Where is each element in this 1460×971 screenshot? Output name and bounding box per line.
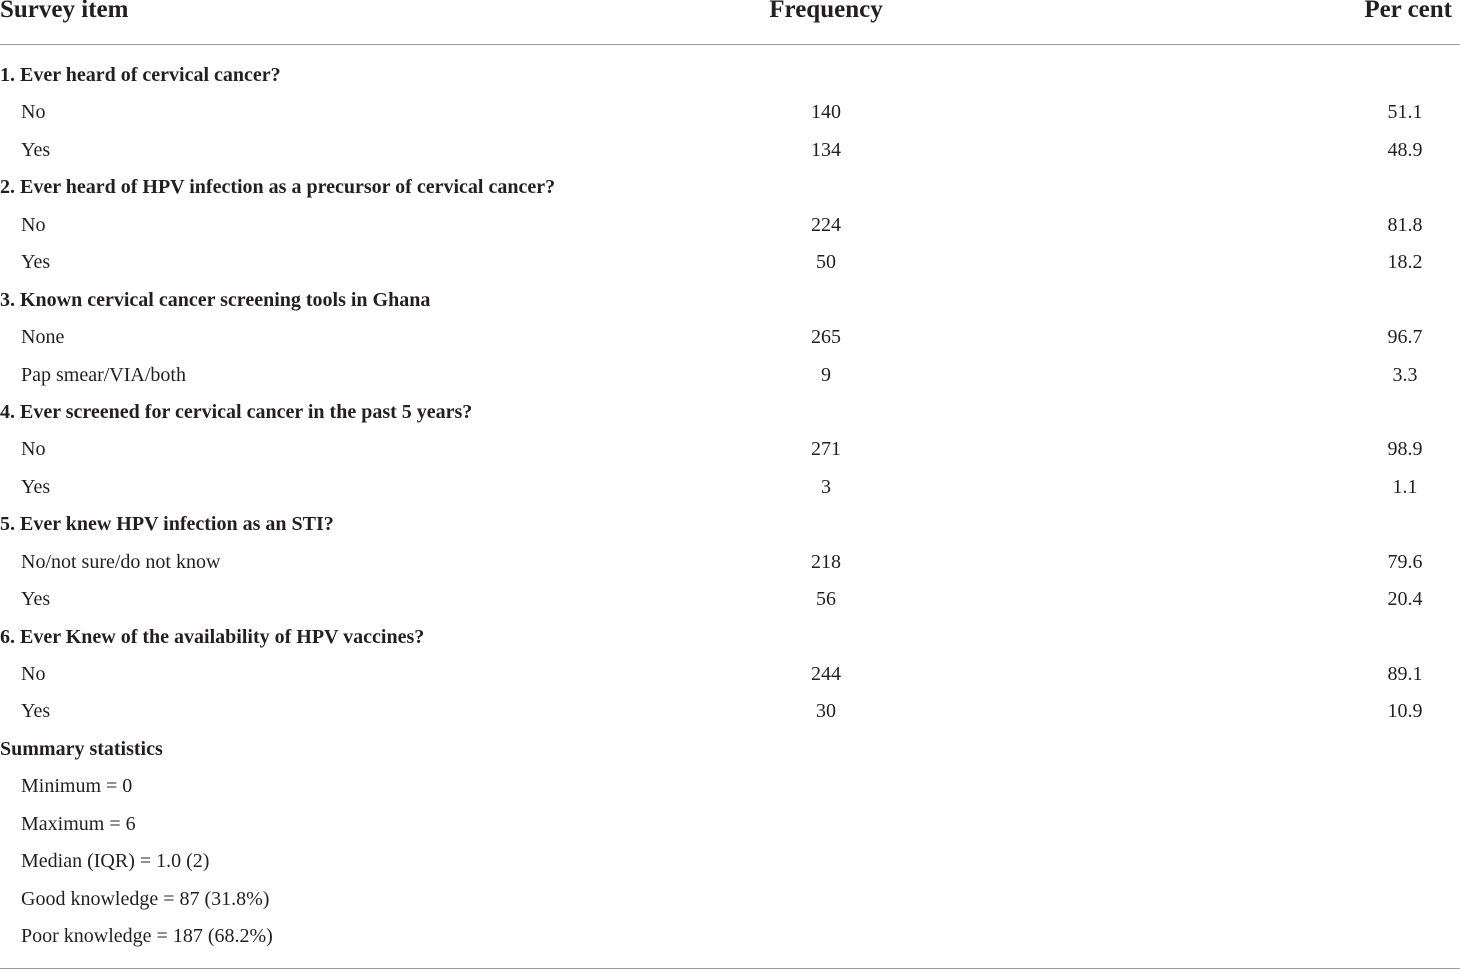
frequency-cell: 244 xyxy=(811,663,841,685)
header-frequency: Frequency xyxy=(769,0,883,23)
table-row xyxy=(0,431,1460,468)
percent-cell: 48.9 xyxy=(1387,138,1423,161)
frequency-cell: 9 xyxy=(821,363,831,386)
section-heading-row xyxy=(0,57,1460,94)
row-label: Yes xyxy=(21,700,51,723)
row-label: No xyxy=(21,101,46,124)
table-row xyxy=(0,843,1460,880)
frequency-cell: 224 xyxy=(811,213,841,236)
frequency-cell: 140 xyxy=(811,101,841,124)
section-heading-row xyxy=(0,619,1460,656)
section-heading: Summary statistics xyxy=(0,737,163,760)
row-label: Yes xyxy=(21,588,51,611)
row-label: Poor knowledge = 187 (68.2%) xyxy=(21,925,273,948)
percent-cell: 96.7 xyxy=(1387,326,1423,349)
percent-cell: 79.6 xyxy=(1387,550,1423,573)
header-survey-item: Survey item xyxy=(0,0,129,23)
row-label: Yes xyxy=(21,251,51,274)
table-row xyxy=(0,806,1460,843)
table-row xyxy=(0,544,1460,581)
table-row xyxy=(0,319,1460,356)
row-label: Yes xyxy=(21,475,51,498)
table-header xyxy=(0,0,1460,45)
table-row xyxy=(0,581,1460,618)
section-heading: 6. Ever Knew of the availability of HPV vaccines? xyxy=(0,625,425,648)
row-label: No xyxy=(21,438,46,461)
header-percent: Per cent xyxy=(1364,0,1452,23)
frequency-cell: 50 xyxy=(816,251,836,274)
row-label: Yes xyxy=(21,138,51,161)
row-label: Maximum = 6 xyxy=(21,812,136,835)
section-heading-row xyxy=(0,394,1460,431)
section-heading-row xyxy=(0,731,1460,768)
row-label: Median (IQR) = 1.0 (2) xyxy=(21,850,210,873)
row-label: Pap smear/VIA/both xyxy=(21,363,186,386)
table-row xyxy=(0,656,1460,693)
section-heading-row xyxy=(0,169,1460,206)
frequency-cell: 3 xyxy=(821,475,831,498)
frequency-cell: 30 xyxy=(816,700,836,723)
table-body xyxy=(0,57,1460,956)
frequency-cell: 271 xyxy=(811,438,841,461)
table-bottom-rule xyxy=(0,968,1460,969)
percent-cell: 89.1 xyxy=(1387,663,1423,685)
row-label: None xyxy=(21,326,65,349)
percent-cell: 18.2 xyxy=(1387,251,1423,274)
section-heading: 3. Known cervical cancer screening tools in Ghana xyxy=(0,288,431,311)
section-heading: 2. Ever heard of HPV infection as a precursor of cervical cancer? xyxy=(0,176,556,199)
section-heading-row xyxy=(0,282,1460,319)
section-heading-row xyxy=(0,506,1460,543)
table-row xyxy=(0,207,1460,244)
table-row xyxy=(0,244,1460,281)
percent-cell: 98.9 xyxy=(1387,438,1423,461)
row-label: Good knowledge = 87 (31.8%) xyxy=(21,887,270,910)
frequency-cell: 265 xyxy=(811,326,841,349)
percent-cell: 1.1 xyxy=(1392,475,1418,498)
table-row xyxy=(0,469,1460,506)
frequency-cell: 218 xyxy=(811,550,841,573)
table-row xyxy=(0,132,1460,169)
table-row xyxy=(0,918,1460,955)
table-row xyxy=(0,768,1460,805)
row-label: No/not sure/do not know xyxy=(21,550,221,573)
row-label: Minimum = 0 xyxy=(21,775,133,798)
table-row xyxy=(0,94,1460,131)
section-heading: 1. Ever heard of cervical cancer? xyxy=(0,64,281,86)
percent-cell: 20.4 xyxy=(1387,588,1423,611)
table-row xyxy=(0,693,1460,730)
row-label: No xyxy=(21,213,46,236)
row-label: No xyxy=(21,663,46,685)
section-heading: 5. Ever knew HPV infection as an STI? xyxy=(0,513,334,536)
percent-cell: 81.8 xyxy=(1387,213,1423,236)
percent-cell: 10.9 xyxy=(1387,700,1423,723)
percent-cell: 3.3 xyxy=(1392,363,1418,386)
percent-cell: 51.1 xyxy=(1387,101,1423,124)
table-row xyxy=(0,357,1460,394)
section-heading: 4. Ever screened for cervical cancer in the past 5 years? xyxy=(0,400,473,423)
table-row xyxy=(0,881,1460,918)
frequency-cell: 56 xyxy=(816,588,836,611)
frequency-cell: 134 xyxy=(811,138,841,161)
